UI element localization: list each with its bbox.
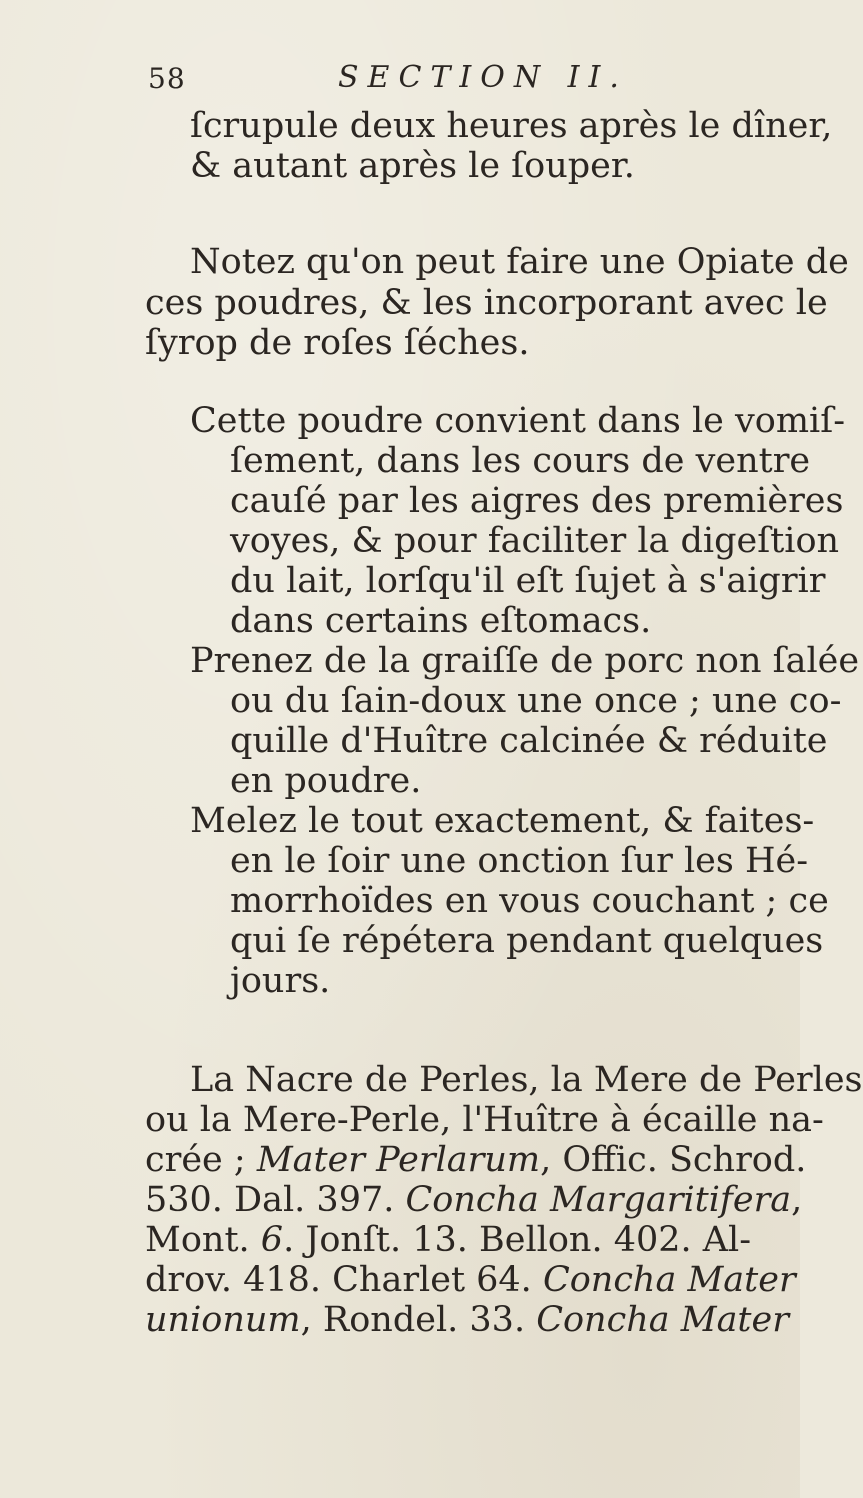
text-segment: 530. Dal. 397. xyxy=(145,1180,406,1220)
text-line: jours. xyxy=(230,961,331,1001)
text-segment: crée ; xyxy=(145,1140,257,1180)
text-line: dans certains eſtomacs. xyxy=(230,601,652,641)
text-line: ou du ſain-doux une once ; une co- xyxy=(230,681,842,721)
text-line: & autant après le ſouper. xyxy=(190,146,635,186)
text-line xyxy=(145,1260,796,1300)
text-line: quille d'Huître calcinée & réduite xyxy=(230,721,828,761)
text-segment: , Offic. Schrod. xyxy=(540,1140,807,1180)
running-title: SECTION II. xyxy=(338,60,628,95)
text-line: Melez le tout exactement, & faites- xyxy=(190,801,815,841)
text-line xyxy=(145,1220,751,1260)
text-line: en poudre. xyxy=(230,761,422,801)
reference-number: 6 xyxy=(260,1220,284,1260)
text-segment: drov. 418. Charlet 64. xyxy=(145,1260,543,1300)
page-header xyxy=(148,60,708,104)
text-line: voyes, & pour faciliter la digeſtion xyxy=(230,521,840,561)
text-line: Prenez de la graiſſe de porc non ſalée xyxy=(190,641,860,681)
latin-name: Mater Perlarum xyxy=(256,1140,541,1180)
text-line: Cette poudre convient dans le vomiſ- xyxy=(190,401,846,441)
latin-name: Concha Margaritifera xyxy=(405,1180,792,1220)
text-line xyxy=(145,1300,789,1340)
text-segment: . Jonſt. 13. Bellon. 402. Al- xyxy=(283,1220,752,1260)
text-line: La Nacre de Perles, la Mere de Perles xyxy=(190,1060,863,1100)
text-line: du lait, lorſqu'il eſt ſujet à s'aigrir xyxy=(230,561,826,601)
text-line: Notez qu'on peut faire une Opiate de xyxy=(190,242,849,282)
text-line: cauſé par les aigres des premières xyxy=(230,481,844,521)
text-line: ou la Mere-Perle, l'Huître à écaille na- xyxy=(145,1100,824,1140)
text-segment: Mont. xyxy=(145,1220,261,1260)
text-segment: , Rondel. 33. xyxy=(300,1300,537,1340)
latin-name: Concha Mater xyxy=(542,1260,796,1300)
text-line: qui ſe répétera pendant quelques xyxy=(230,921,824,961)
latin-name: unionum xyxy=(145,1300,301,1340)
text-line: en le ſoir une onction ſur les Hé- xyxy=(230,841,809,881)
text-line xyxy=(145,1180,802,1220)
text-line: ſcrupule deux heures après le dîner, xyxy=(190,106,833,146)
text-line: ces poudres, & les incorporant avec le xyxy=(145,283,828,323)
text-line: ſement, dans les cours de ventre xyxy=(230,441,811,481)
text-line: morrhoïdes en vous couchant ; ce xyxy=(230,881,829,921)
text-segment: , xyxy=(791,1180,803,1220)
latin-name: Concha Mater xyxy=(536,1300,789,1340)
page-number: 58 xyxy=(148,62,186,95)
text-line xyxy=(145,1140,806,1180)
text-line: ſyrop de roſes ſéches. xyxy=(145,323,530,363)
